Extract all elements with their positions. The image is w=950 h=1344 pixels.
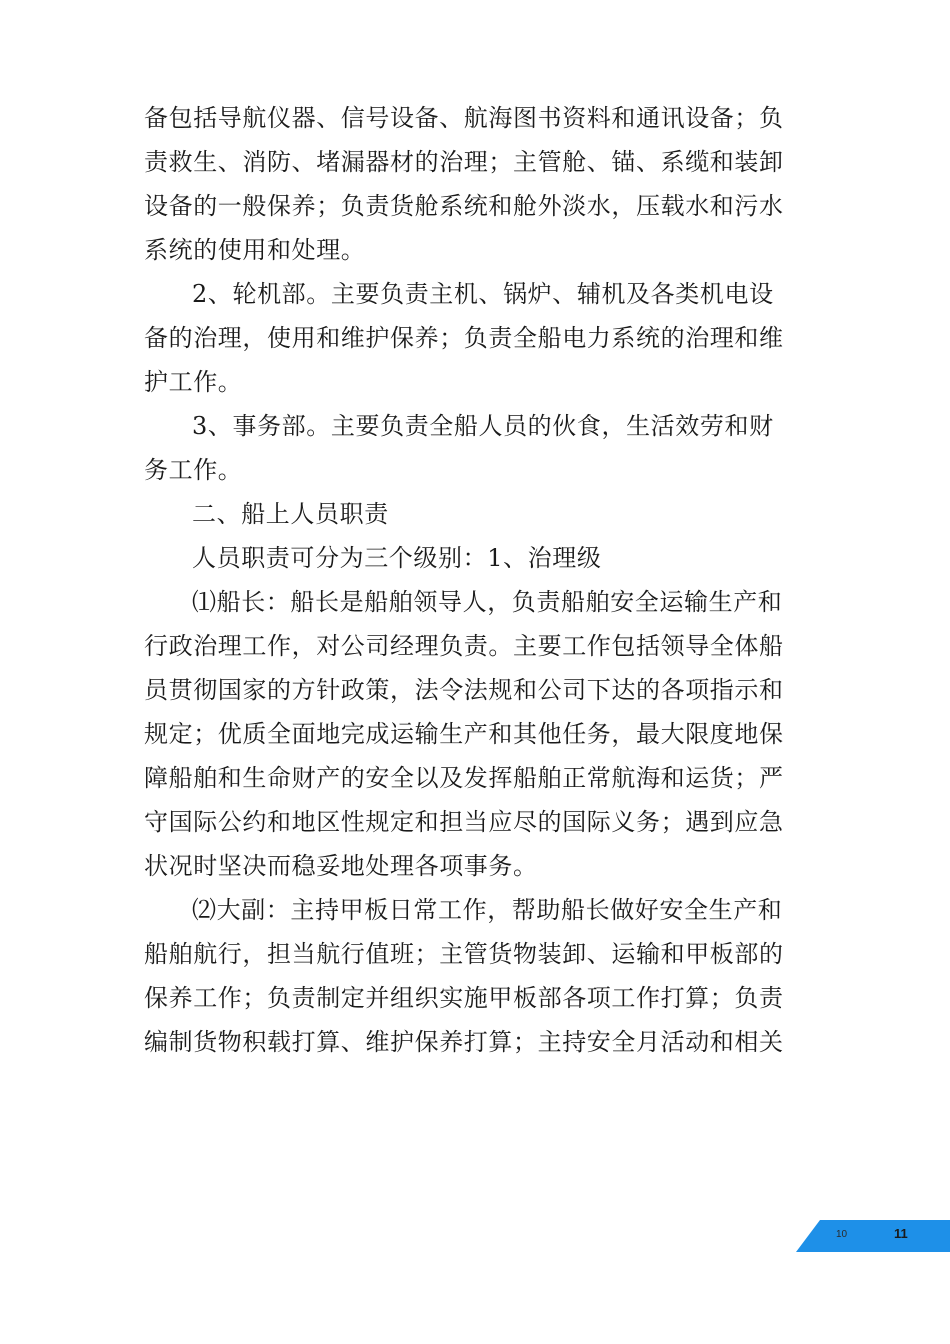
text-line: 责救生、消防、堵漏器材的治理；主管舱、锚、系缆和装卸 <box>144 148 784 176</box>
paragraph-duty-levels: 人员职责可分为三个级别：1、治理级 <box>192 544 602 572</box>
page-footer <box>796 1220 950 1252</box>
text-line: 设备的一般保养；负责货舱系统和舱外淡水，压载水和污水 <box>144 192 784 220</box>
text-line: 守国际公约和地区性规定和担当应尽的国际义务；遇到应急 <box>144 808 784 836</box>
text-line: 系统的使用和处理。 <box>144 236 366 264</box>
footer-banner <box>796 1220 950 1252</box>
text-line: 编制货物积载打算、维护保养打算；主持安全月活动和相关 <box>144 1028 784 1056</box>
text-line: 备包括导航仪器、信号设备、航海图书资料和通讯设备；负 <box>144 104 784 132</box>
document-body <box>144 96 808 1064</box>
text-line: 保养工作；负责制定并组织实施甲板部各项工作打算；负责 <box>144 984 784 1012</box>
paragraph-engine-department: 2、轮机部。主要负责主机、锅炉、辅机及各类机电设 <box>192 280 774 308</box>
section-heading: 二、船上人员职责 <box>192 500 389 528</box>
paragraph-chief-officer: ⑵大副：主持甲板日常工作，帮助船长做好安全生产和 <box>192 896 783 924</box>
text-line: 员贯彻国家的方针政策，法令法规和公司下达的各项指示和 <box>144 676 784 704</box>
text-line: 护工作。 <box>144 368 243 396</box>
page-number-small: 10 <box>836 1229 848 1240</box>
text-line: 备的治理，使用和维护保养；负责全船电力系统的治理和维 <box>144 324 784 352</box>
text-line: 障船舶和生命财产的安全以及发挥船舶正常航海和运货；严 <box>144 764 784 792</box>
text-line: 状况时坚决而稳妥地处理各项事务。 <box>144 852 538 880</box>
text-line: 务工作。 <box>144 456 243 484</box>
text-line: 船舶航行，担当航行值班；主管货物装卸、运输和甲板部的 <box>144 940 784 968</box>
paragraph-service-department: 3、事务部。主要负责全船人员的伙食，生活效劳和财 <box>192 412 774 440</box>
paragraph-captain: ⑴船长：船长是船舶领导人，负责船舶安全运输生产和 <box>192 588 783 616</box>
text-line: 规定；优质全面地完成运输生产和其他任务，最大限度地保 <box>144 720 784 748</box>
page-number: 11 <box>894 1226 908 1241</box>
text-line: 行政治理工作，对公司经理负责。主要工作包括领导全体船 <box>144 632 784 660</box>
